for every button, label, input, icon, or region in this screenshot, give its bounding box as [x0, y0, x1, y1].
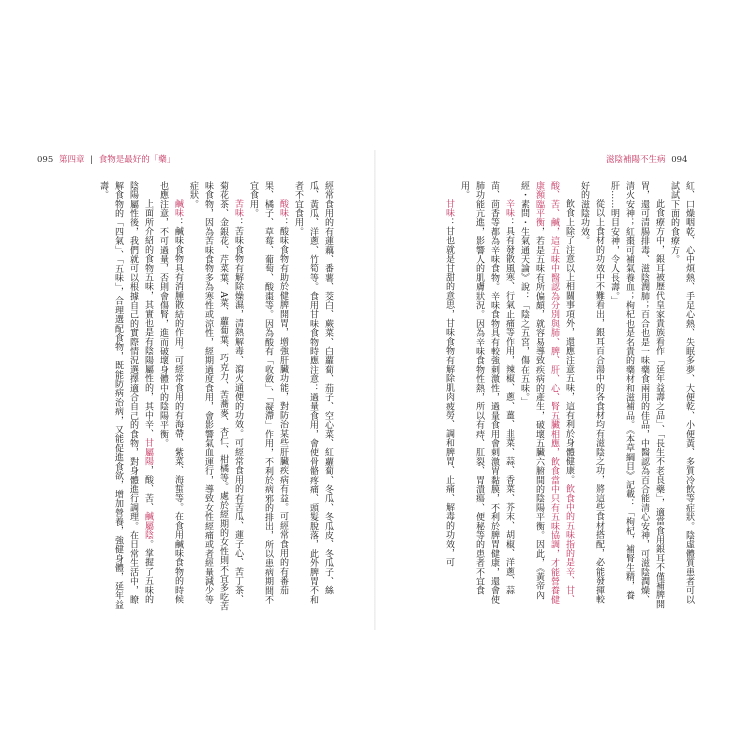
paragraph	[666, 181, 696, 611]
chapter-label: 第四章	[58, 155, 85, 165]
left-page-number: 095	[37, 155, 54, 165]
page-gutter	[374, 150, 376, 630]
highlighted-text: 飲食中的五味指的是辛、甘、酸、苦、鹹，這五味中醫認為分別與肺、脾、肝、心、腎五臟相應，飲食當中只有五味協調，才能營養健康瀕臨平衡	[534, 181, 574, 605]
header-separator: |	[90, 155, 94, 165]
paragraph-text: ：鹹味食物具有消腫散結的作用。可經常食用的有海帶、紫菜、海蜇等。在食用鹹味食物的時候也應注意，不可過量，否則會傷腎，進而破壞身體中的陰陽平衡。	[158, 181, 183, 604]
right-page-body	[417, 181, 696, 611]
paragraph	[456, 181, 516, 611]
paragraph	[245, 181, 290, 611]
left-running-title: 食物是最好的「藥」	[98, 155, 176, 165]
paragraph	[290, 181, 335, 611]
paragraph-text: 紅、口燥咽乾、心中煩熱、手足心熱、失眠多夢、大便乾、小便黃、多質冷飲等症狀。陰虛體質患者可以試試下面的食療方。	[669, 181, 694, 605]
paragraph	[441, 181, 456, 611]
paragraph-text: ，酸、苦、	[143, 465, 153, 512]
paragraph-text: ：苦味食物有解除燥濕，清熱解毒、瀉火通便的功效。可經常食用的有苦瓜、蓮子心、苦丁茶、菊花茶、金銀花、芹菜葉、A菜、蘿蔔葉、巧克力、苦蕎麥、杏仁、柑橘等。處於經期的女性則不宜多吃苦味食物，因為苦味食物多為寒性或涼性，經期過度食用，會影響氣血運行，導致女性經痛或者經量減少等症狀。	[188, 181, 243, 611]
paragraph	[155, 181, 185, 611]
paragraph	[576, 181, 606, 611]
paragraph-text: ：酸味食物有助於健脾開胃，增強肝臟功能，對防治某些肝臟疾病有益。可經常食用的有番茄果、橘子、草莓、葡萄、酸棗等。因為酸有「收斂」、「凝滯」作用，不利於病邪的排出，所以患病期間不宜食用。	[248, 181, 288, 605]
flavor-label: 辛味	[504, 199, 514, 218]
flavor-label: 苦味	[233, 199, 243, 218]
paragraph	[606, 181, 666, 611]
paragraph	[516, 181, 576, 611]
paragraph-text: 。掌握了五味的陰陽屬性後，我們就可以根據自己的實際情況選擇適合自己的食物，對身體進行調理。在日常生活中，瞭解食物的「四氣」、「五味」，合理選配食物，既能防病治病，又能促進食欲，增加營養，強健身體，延年益壽。	[98, 181, 153, 610]
right-page-header	[606, 155, 687, 165]
flavor-label: 鹹味	[173, 199, 183, 218]
flavor-label: 甘味	[444, 199, 454, 218]
highlighted-text: 甘屬陽	[143, 438, 153, 466]
paragraph	[95, 181, 155, 611]
paragraph-text: ，若是五味有所偏頗，就容易導致疾病的產生，破壞五臟六腑間的陰陽平衡。因此，《黃帝內經・素問・生氣通天論》說：「陰之五宮，傷在五味。」	[519, 181, 544, 600]
paragraph	[185, 181, 245, 611]
left-page-header	[37, 155, 175, 165]
flavor-label: 酸味	[278, 199, 288, 218]
paragraph-text: 上面所介紹的食物五味，其實也是有陰陽屬性的，其中辛、	[143, 199, 153, 439]
highlighted-text: 鹹屬陰	[143, 511, 153, 540]
paragraph-text: 從以上食材的功效中不難看出，銀耳百合湯中的各食材均有滋陰之功，將這些食材搭配，必能發揮較好的滋陰功效。	[579, 181, 604, 604]
paragraph-text: 經常食用的有蓮藕、番薯、茭白、蕨菜、白蘿蔔、茄子、空心菜、紅蘿蔔、冬瓜、冬瓜皮、冬瓜子、絲瓜、黃瓜、洋蔥、竹筍等。食用甘味食物時應注意：過量食用，會使骨骼疼痛、頭髮脫落，此外脾胃不和者不宜食用。	[293, 181, 333, 605]
right-running-title: 滋陰補陽不生病	[606, 155, 666, 165]
right-page-number: 094	[671, 155, 688, 165]
paragraph-text: ：甘也就是甘甜的意思，甘味食物有解除肌肉疲勞、調和脾胃、止痛、解毒的功效，可	[444, 217, 454, 568]
left-page-body	[98, 181, 335, 611]
paragraph-text: 此食療方中，銀耳被歷代皇家貴族看作「延年益壽之品」、「長生不老良藥」，適當食用銀耳不僅補脾開胃，還可清腸排毒、滋陰潤肺；百合也是一味藥食兩用的佳品，中醫認為百合能清心安神，可滋陰潤燥、清火安神；紅棗可補氣養血；枸杞也是名貴的藥材和滋補品。《本草綱目》記載：「枸杞，補腎生精，養肝……明目安神，令人長壽。」	[609, 181, 664, 609]
paragraph-text: 飲食上除了注意以上相關事項外，還應注意五味，這有利於身體健康。	[564, 199, 574, 485]
paragraph-text: ：具有發散風寒、行氣止痛等作用，辣椒、蔥、薑、韭菜、蒜、香菜、芥末、胡椒、洋蔥、蒜苗、茴香等都為辛味食物。辛味食物具有較強刺激性，過量食用會刺激胃黏膜，不利於脾胃健康，還會使肺功能亢進，影響人的肌膚狀況。因為辛味食物性熱，所以有痔、肛裂、胃潰瘍、便秘等的患者不宜食用。	[459, 181, 514, 605]
